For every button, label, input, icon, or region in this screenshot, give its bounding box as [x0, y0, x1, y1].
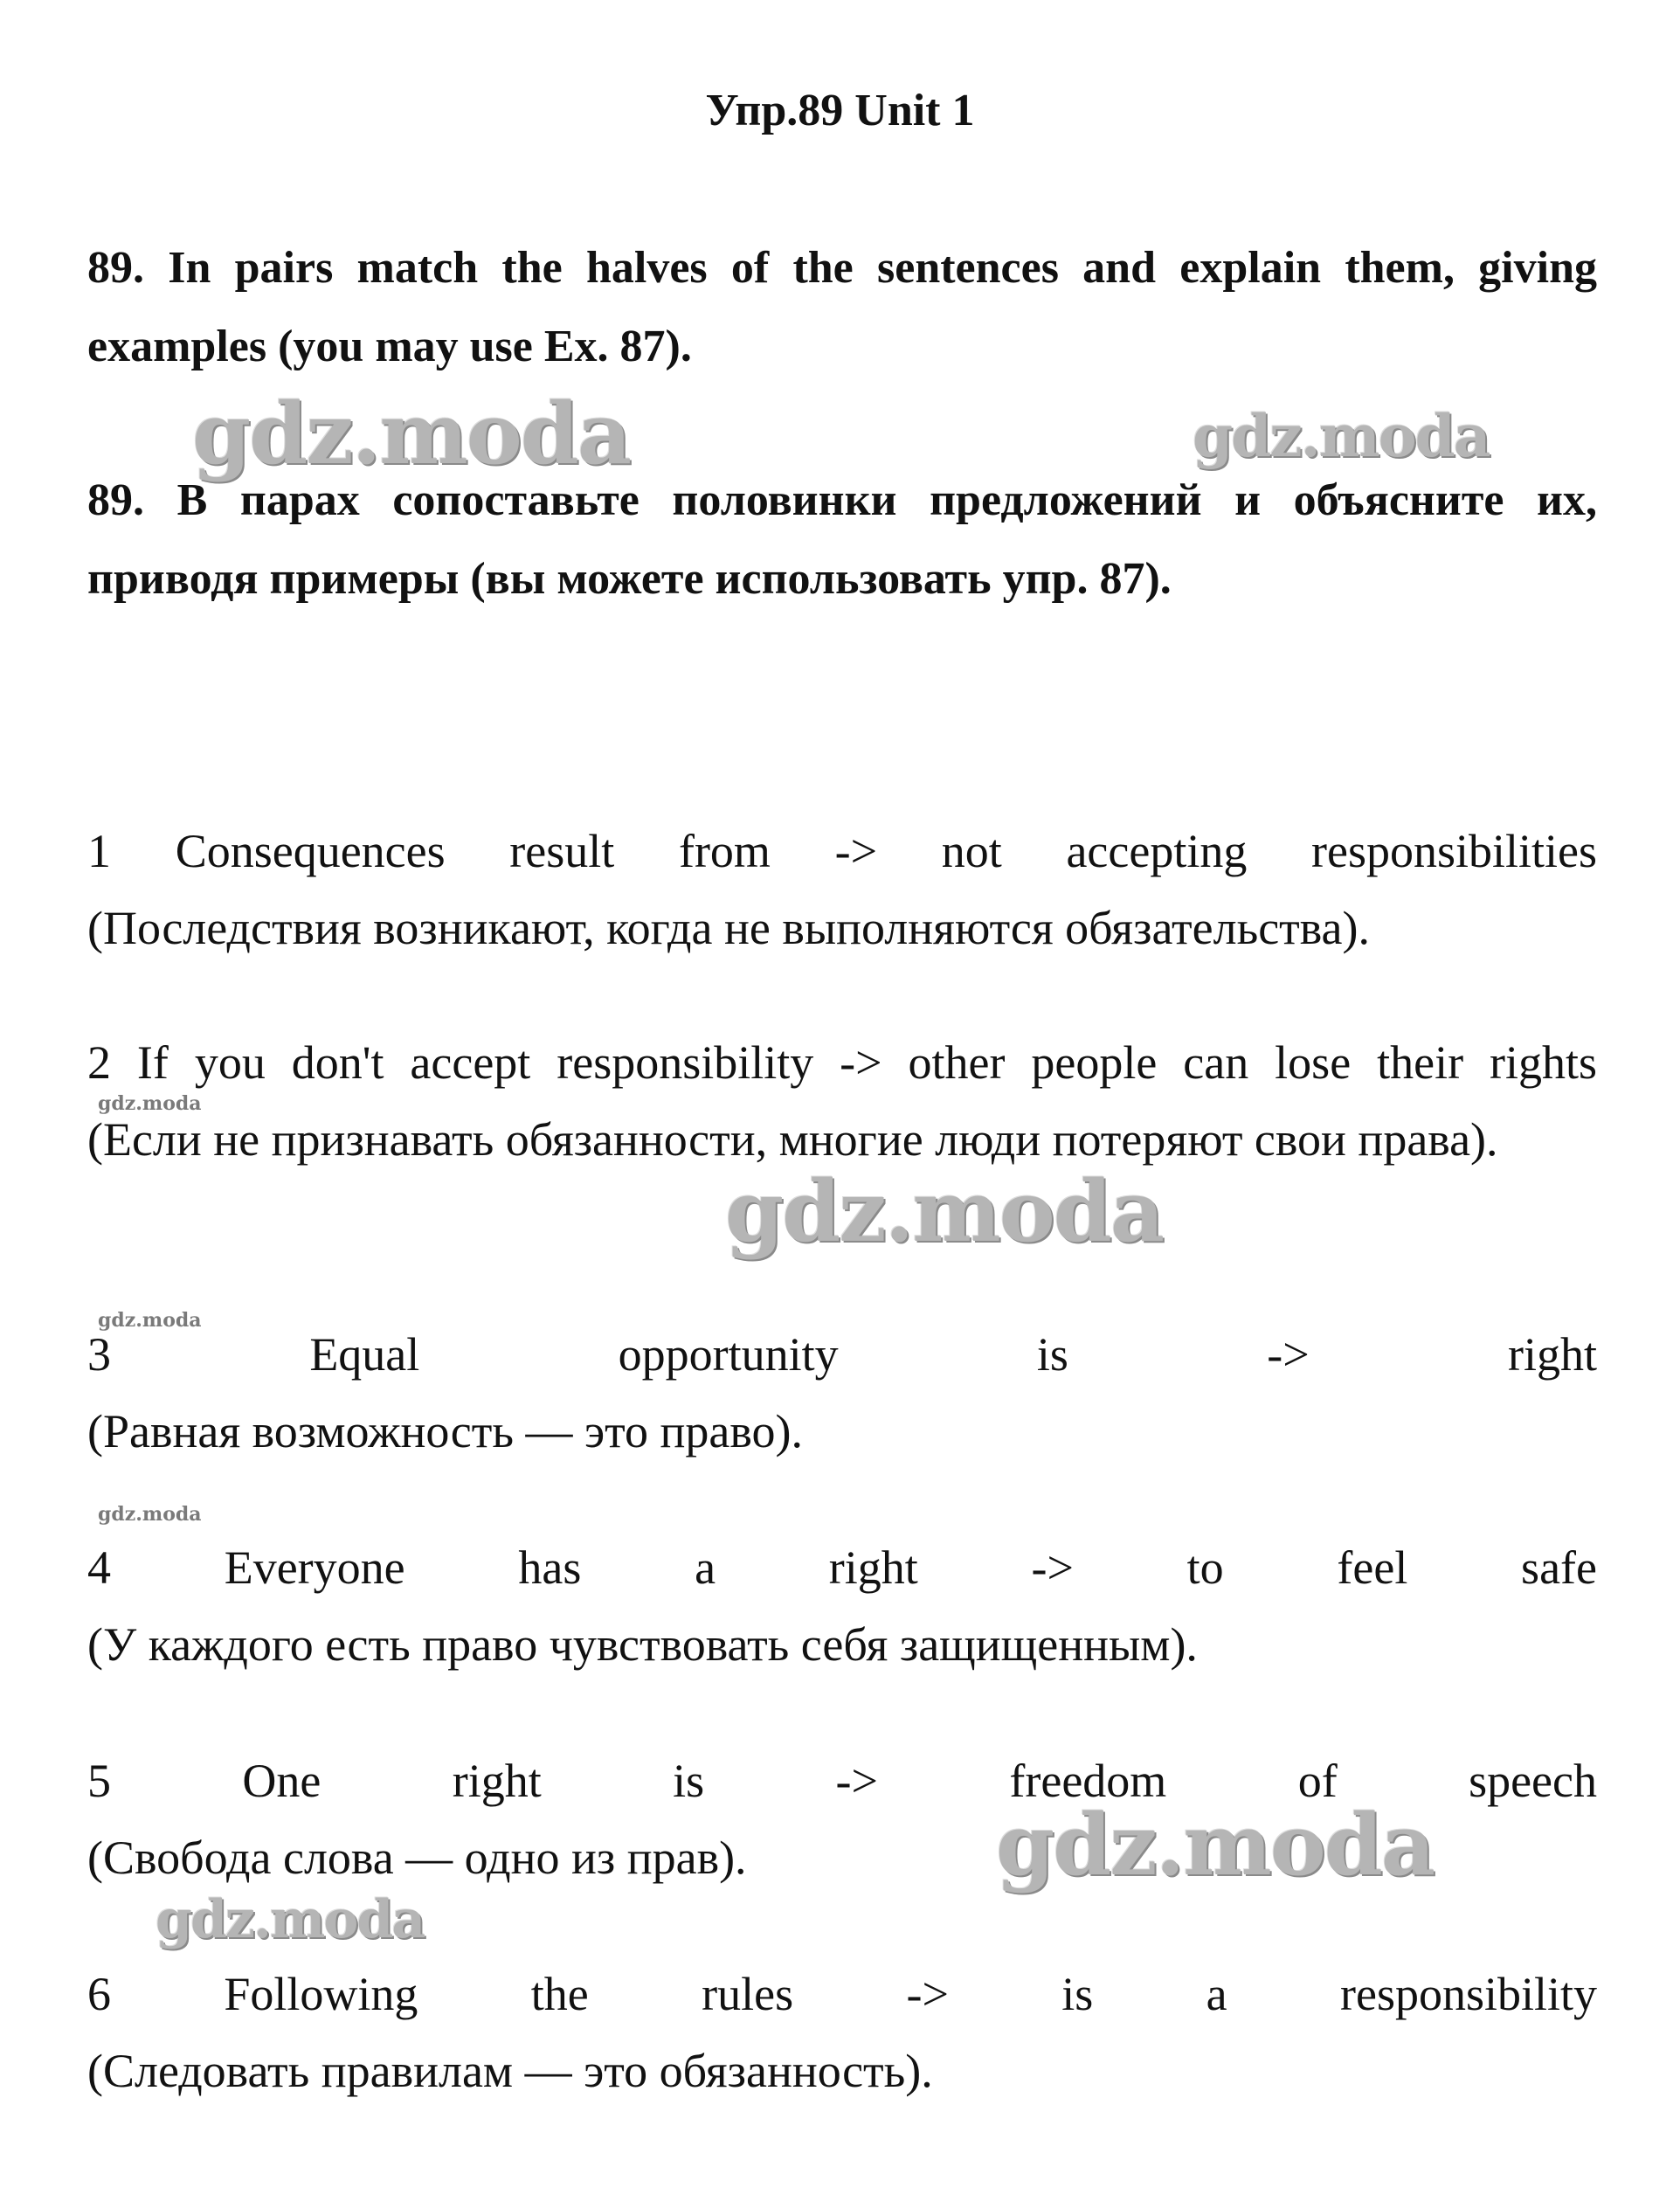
watermark-small: gdz.moda — [98, 1309, 202, 1332]
answer-item-3 — [87, 1316, 1597, 1470]
watermark-small: gdz.moda — [98, 1503, 202, 1526]
answer-russian: (Равная возможность — это право). — [87, 1405, 803, 1458]
answer-russian: (Свобода слова — одно из прав). — [87, 1831, 747, 1884]
watermark: gdz.moda — [996, 1796, 1435, 1894]
page-title: Упр.89 Unit 1 — [705, 86, 975, 135]
answer-russian: (У каждого есть право чувствовать себя защищенным). — [87, 1618, 1198, 1671]
answer-item-4 — [87, 1529, 1597, 1683]
answer-english: 5 One right is -> freedom of speech — [87, 1755, 1597, 1807]
watermark: gdz.moda — [156, 1889, 425, 1950]
task-russian: 89. В парах сопоставьте половинки предложений и объясните их, приводя примеры (вы можете использовать упр. 87). — [87, 475, 1597, 604]
answer-english: 1 Consequences result from -> not accepting responsibilities — [87, 825, 1597, 877]
answer-english: 4 Everyone has a right -> to feel safe — [87, 1541, 1597, 1594]
watermark: gdz.moda — [725, 1162, 1164, 1261]
watermark: gdz.moda — [1193, 402, 1490, 470]
answer-english: 2 If you don't accept responsibility -> other people can lose their rights — [87, 1036, 1597, 1089]
answer-russian: (Последствия возникают, когда не выполняются обязательства). — [87, 902, 1370, 954]
watermark: gdz.moda — [192, 384, 631, 483]
answer-russian: (Если не признавать обязанности, многие люди потеряют свои права). — [87, 1113, 1498, 1166]
answer-english: 3 Equal opportunity is -> right — [87, 1328, 1597, 1381]
answer-item-1 — [87, 813, 1597, 966]
answer-english: 6 Following the rules -> is a responsibility — [87, 1968, 1597, 2020]
answer-russian: (Следовать правилам — это обязанность). — [87, 2045, 933, 2097]
watermark-small: gdz.moda — [98, 1092, 202, 1115]
task-english: 89. In pairs match the halves of the sentences and explain them, giving examples (you may use Ex. 87). — [87, 243, 1597, 371]
answer-item-5 — [87, 1742, 1597, 1896]
answer-item-2 — [87, 1024, 1597, 1178]
answer-item-6 — [87, 1956, 1597, 2109]
